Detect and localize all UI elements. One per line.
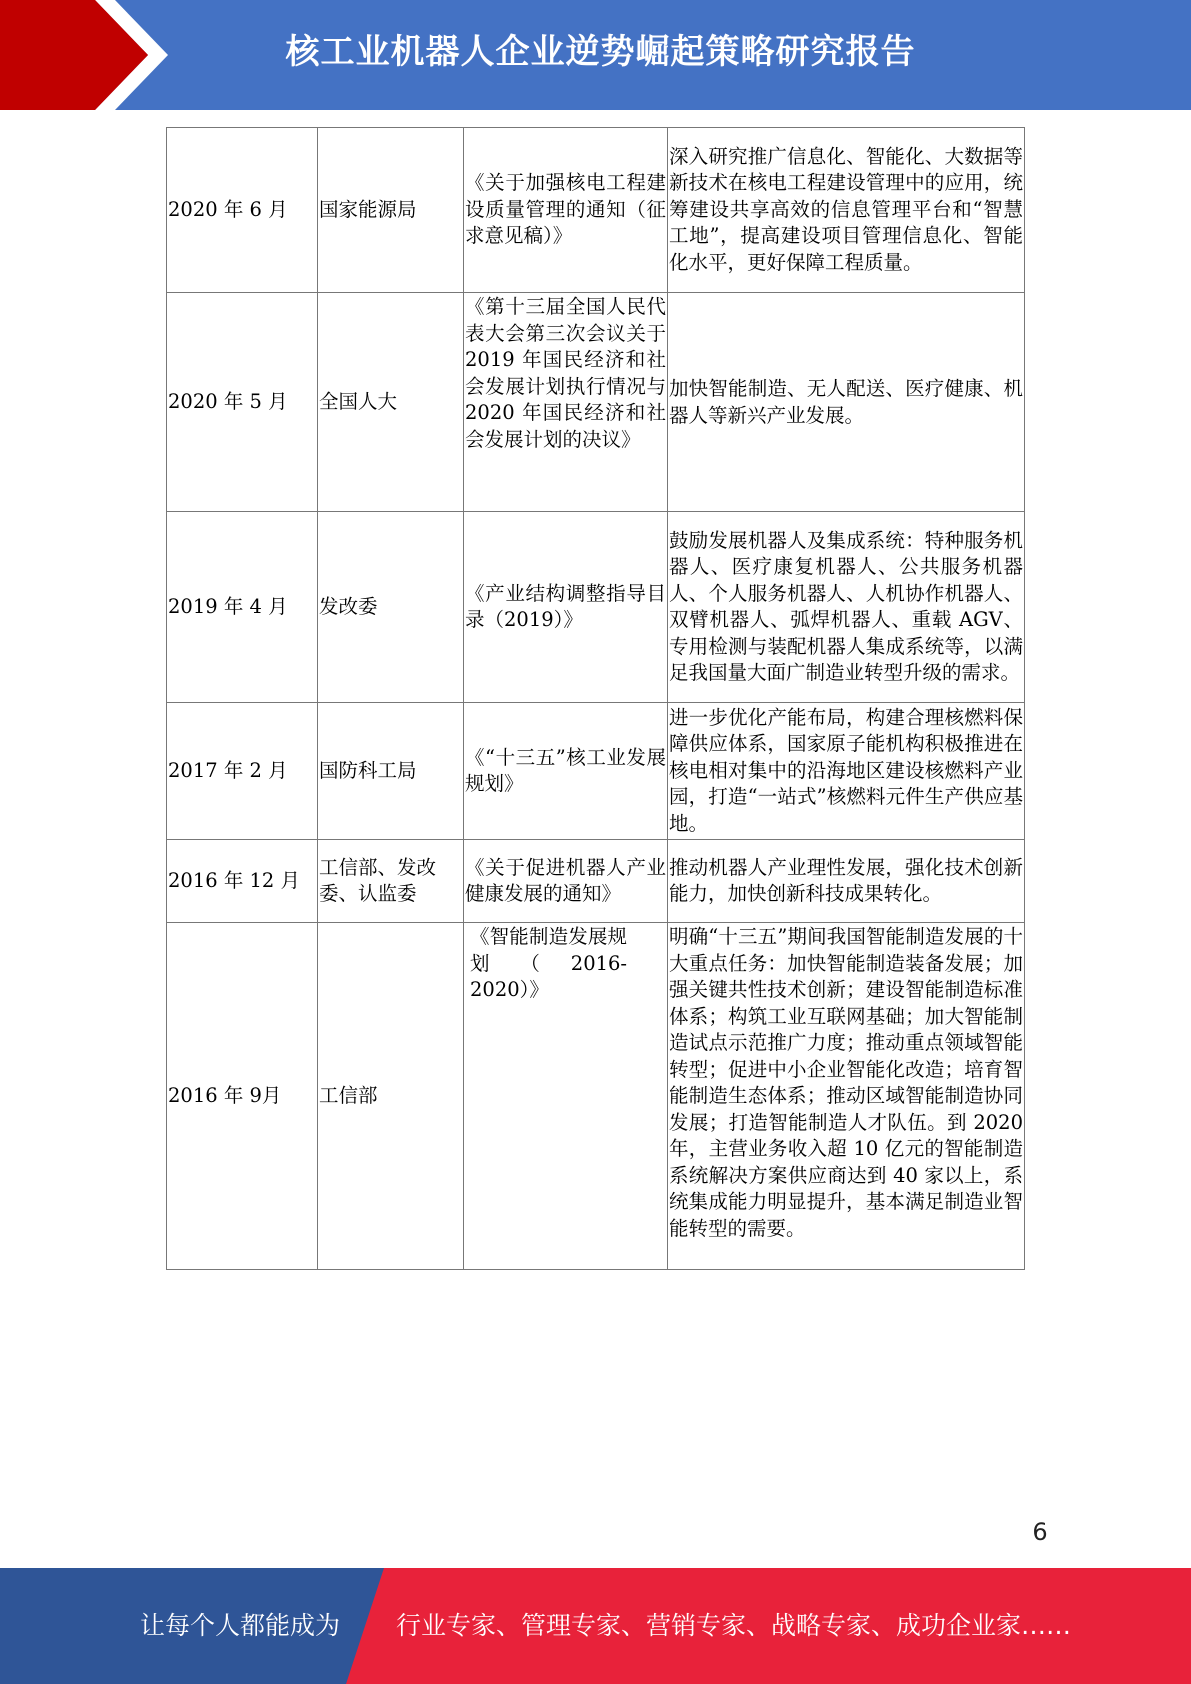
table-row: [167, 512, 1025, 703]
footer-slogan-left: 让每个人都能成为: [140, 1611, 341, 1640]
page-number: 6: [1032, 1518, 1048, 1546]
cell-date: 2020 年 6 月: [167, 128, 318, 293]
cell-date: 2020 年 5 月: [167, 293, 318, 512]
page-header: [0, 0, 1191, 110]
cell-content: 推动机器人产业理性发展，强化技术创新能力，加快创新科技成果转化。: [668, 840, 1025, 923]
cell-document: 《关于加强核电工程建设质量管理的通知（征求意见稿）》: [464, 128, 668, 293]
cell-date: 2016 年 12 月: [167, 840, 318, 923]
cell-agency: 工信部: [318, 923, 464, 1270]
cell-content: 进一步优化产能布局，构建合理核燃料保障供应体系，国家原子能机构积极推进在核电相对集中的沿海地区建设核燃料产业园，打造“一站式”核燃料元件生产供应基地。: [668, 703, 1025, 840]
policy-table: [166, 127, 1025, 1270]
cell-date: 2016 年 9月: [167, 923, 318, 1270]
cell-agency: 工信部、发改委、认监委: [318, 840, 464, 923]
cell-content: 深入研究推广信息化、智能化、大数据等新技术在核电工程建设管理中的应用，统筹建设共享高效的信息管理平台和“智慧工地”，提高建设项目管理信息化、智能化水平，更好保障工程质量。: [668, 128, 1025, 293]
cell-document: 《“十三五”核工业发展规划》: [464, 703, 668, 840]
page-footer: [0, 1568, 1191, 1684]
cell-content: 明确“十三五”期间我国智能制造发展的十大重点任务：加快智能制造装备发展；加强关键共性技术创新；建设智能制造标准体系；构筑工业互联网基础；加大智能制造试点示范推广力度；推动重点领域智能转型；促进中小企业智能化改造；培育智能制造生态体系；推动区域智能制造协同发展；打造智能制造人才队伍。到 2020 年，主营业务收入超 10 亿元的智能制造系统解决方案供应商达到 40 家以上，系统集成能力明显提升，基本满足制造业智能转型的需要。: [668, 923, 1025, 1270]
cell-agency: 国防科工局: [318, 703, 464, 840]
cell-date: 2017 年 2 月: [167, 703, 318, 840]
table-row: [167, 703, 1025, 840]
cell-date: 2019 年 4 月: [167, 512, 318, 703]
table-row: [167, 840, 1025, 923]
cell-content: 加快智能制造、无人配送、医疗健康、机器人等新兴产业发展。: [668, 293, 1025, 512]
table-row: [167, 923, 1025, 1270]
cell-agency: 发改委: [318, 512, 464, 703]
footer-slogan-right: 行业专家、管理专家、营销专家、战略专家、成功企业家……: [396, 1611, 1072, 1640]
cell-document: 《产业结构调整指导目录（2019）》: [464, 512, 668, 703]
cell-document: 《关于促进机器人产业健康发展的通知》: [464, 840, 668, 923]
cell-agency: 国家能源局: [318, 128, 464, 293]
header-title: 核工业机器人企业逆势崛起策略研究报告: [285, 32, 916, 72]
cell-document: 《智能制造发展规划（2016-2020）》: [464, 923, 668, 1270]
cell-agency: 全国人大: [318, 293, 464, 512]
cell-content: 鼓励发展机器人及集成系统：特种服务机器人、医疗康复机器人、公共服务机器人、个人服务机器人、人机协作机器人、双臂机器人、弧焊机器人、重载 AGV、专用检测与装配机器人集成系统等，以满足我国量大面广制造业转型升级的需求。: [668, 512, 1025, 703]
cell-document: 《第十三届全国人民代表大会第三次会议关于 2019 年国民经济和社会发展计划执行情况与 2020 年国民经济和社会发展计划的决议》: [464, 293, 668, 512]
table-row: [167, 128, 1025, 293]
table-row: [167, 293, 1025, 512]
